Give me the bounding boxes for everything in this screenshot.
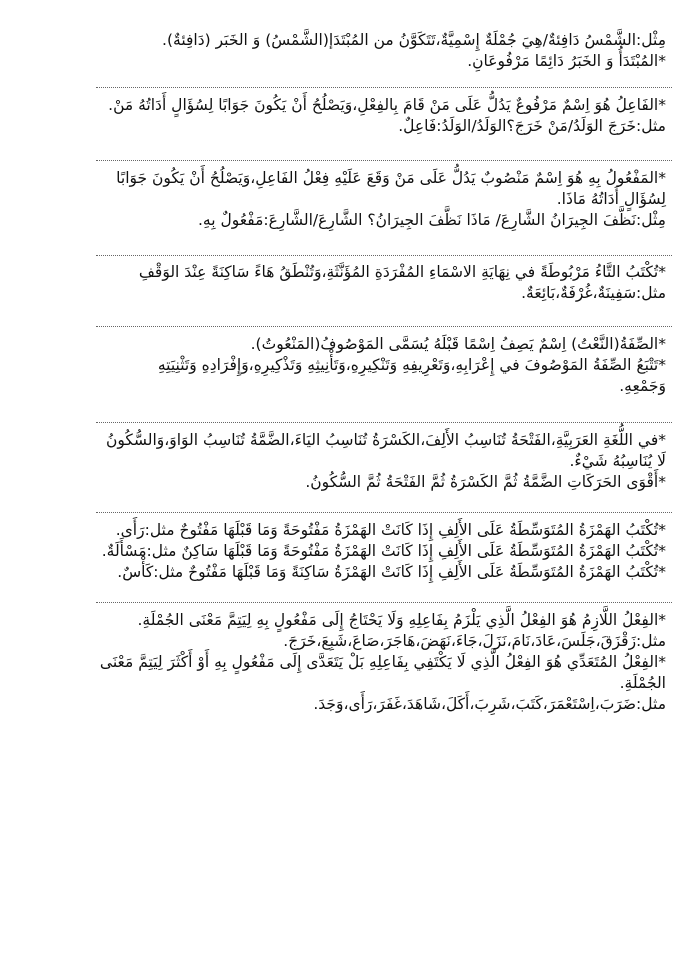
nominal-sentence-example: مِثْل:الشَّمْسُ دَافِئةٌ/هِيَ جُمْلَةٌ إِسْمِيَّةٌ،تَتَكَوَّنُ من المُبْتَدَإ(الشَّمْسُ) وَ الخَبَر (دَافِئةٌ). (162, 31, 666, 49)
intransitive-verb-examples: مثل:زَقْزَقَ،جَلَسَ،عَادَ،نَامَ،نَزَلَ،جَاءَ،نَهَضَ،هَاجَرَ،صَاعَ،شَبِعَ،خَرَجَ. (283, 632, 666, 650)
section-divider (96, 87, 672, 88)
hamza-rule-3: *تُكْتَبُ الهَمْزَةُ المُتَوَسِّطَةُ عَلَى الأَلِفِ إِذَا كَانَتْ الهَمْزَةُ سَاكِنَةً وَمَا قَبْلَهَا مَفْتُوحٌ مثل:كَأْسٌ. (117, 563, 666, 581)
intransitive-verb-definition: *الفِعْلُ اللَّازِمُ هُوَ الفِعْلُ الَّذِي يَلْزَمُ بِفَاعِلِهِ وَلَا يَحْتَاجُ إِلَى مَفْعُولٍ بِهِ لِيَتِمَّ مَعْنَى الجُمْلَةِ. (137, 611, 666, 629)
hamza-section (26, 520, 666, 583)
section-divider (96, 160, 672, 161)
nominal-sentence-section (26, 30, 666, 72)
object-section (26, 168, 666, 231)
section-divider (96, 326, 672, 327)
object-definition: *المَفْعُولُ بِهِ هُوَ اِسْمٌ مَنْصُوبٌ يَدُلُّ عَلَى مَنْ وَقَعَ عَلَيْهِ فِعْلُ الفَاعِلِ،وَيَصْلُحُ أَنْ يَكُونَ جَوَابًا (116, 169, 666, 187)
subject-definition: *الفَاعِلُ هُوَ اِسْمٌ مَرْفُوعٌ يَدُلُّ عَلَى مَنْ قَامَ بِالفِعْلِ،وَيَصْلُحُ أَنْ يَكُونَ جَوَابًا لِسُؤَالٍ أَدَاتُهُ مَنْ. (108, 96, 666, 114)
vowel-marks-section (26, 430, 666, 493)
adjective-definition: *الصِّفَةُ(النَّعْتُ) اِسْمٌ يَصِفُ اِسْمًا قَبْلَهُ يُسَمَّى المَوْصُوفُ(المَنْعُوتُ). (250, 335, 666, 353)
verb-types-section (26, 610, 666, 715)
subject-example: مثل:خَرَجَ الوَلَدُ/مَنْ خَرَجَ؟الوَلَدُ/الوَلَدُ:فَاعِلٌ. (398, 117, 666, 135)
nominal-sentence-rule: *المُبْتَدَأُ وَ الخَبَرُ دَائِمًا مَرْفُوعَانِ. (467, 52, 666, 70)
transitive-verb-examples: مثل:ضَرَبَ،اِسْتَعْمَرَ،كَتَبَ،شَرِبَ،أَكَلَ،شَاهَدَ،غَفَرَ،رَأَى،وَجَدَ. (313, 695, 666, 713)
taa-marbuta-rule: *تُكْتَبُ التَّاءُ مَرْبُوطَةً في نِهَايَةِ الاسْمَاءِ المُفْرَدَةِ المُؤَنَّثَةِ،وَتُنْطَقُ هَاءً سَاكِنَةً عِنْدَ الوَقْفِ (138, 263, 666, 281)
adjective-agreement-rule: *تَتْبَعُ الصِّفَةُ المَوْصُوفَ في إِعْرَابِهِ،وَتَعْرِيفِهِ وَتَنْكِيرِهِ،وَتَأْنِيثِهِ وَتَذْكِيرِهِ،وَإِفْرَادِهِ وَتَثْنِيَتِهِ (157, 356, 666, 374)
transitive-verb-definition-continued: الجُمْلَةِ. (619, 674, 666, 692)
vowel-matching-rule-continued: لَا يُنَاسِبُهُ شَيْءٌ. (569, 452, 666, 470)
hamza-rule-1: *تُكْتَبُ الهَمْزَةُ المُتَوَسِّطَةُ عَلَى الأَلِفِ إِذَا كَانَتْ الهَمْزَةُ مَفْتُوحَةً وَمَا قَبْلَهَا مَفْتُوحٌ مثل:رَأَى. (115, 521, 666, 539)
transitive-verb-definition: *الفِعْلُ المُتَعَدِّي هُوَ الفِعْلُ الَّذِي لَا يَكْتَفِي بِفَاعِلِهِ بَلْ يَتَعَدَّى إِلَى مَفْعُولٍ بِهِ أَوْ أَكْثَرَ لِيَتِمَّ مَعْنَى (99, 653, 666, 671)
vowel-strength-rule: *أَقْوَى الحَرَكَاتِ الضَّمَّةُ ثُمَّ الكَسْرَةُ ثُمَّ الفَتْحَةُ ثُمَّ السُّكُونُ. (305, 473, 666, 491)
section-divider (96, 602, 672, 603)
subject-section (26, 95, 666, 137)
hamza-rule-2: *تُكْتَبُ الهَمْزَةُ المُتَوَسِّطَةُ عَلَى الأَلِفِ إِذَا كَانَتْ الهَمْزَةُ مَفْتُوحَةً وَمَا قَبْلَهَا سَاكِنٌ مثل:مَسْأَلَةٌ. (101, 542, 666, 560)
object-example: مِثْل:نَظَّفَ الجِيرَانُ الشَّارِعَ/ مَاذَا نَظَّفَ الجِيرَانُ؟ الشَّارِعَ/الشَّارِعَ:مَفْعُولٌ بِهِ. (198, 211, 666, 229)
section-divider (96, 512, 672, 513)
taa-marbuta-example: مثل:سَفِينَةٌ،غُرْفَةٌ،بَائِعَةٌ. (521, 284, 666, 302)
adjective-agreement-rule-continued: وَجَمْعِهِ. (619, 377, 666, 395)
adjective-section (26, 334, 666, 397)
vowel-matching-rule: *في اللُّغَةِ العَرَبِيَّةِ،الفَتْحَةُ تُنَاسِبُ الأَلِفَ،الكَسْرَةُ تُنَاسِبُ اليَاءَ،الضَّمَّةُ تُنَاسِبُ الوَاوَ،وَالسُّكُونُ (105, 431, 666, 449)
taa-marbuta-section (26, 262, 666, 304)
object-definition-continued: لِسُؤَالٍ أَدَاتُهُ مَاذَا. (556, 190, 666, 208)
section-divider (96, 255, 672, 256)
section-divider (96, 422, 672, 423)
